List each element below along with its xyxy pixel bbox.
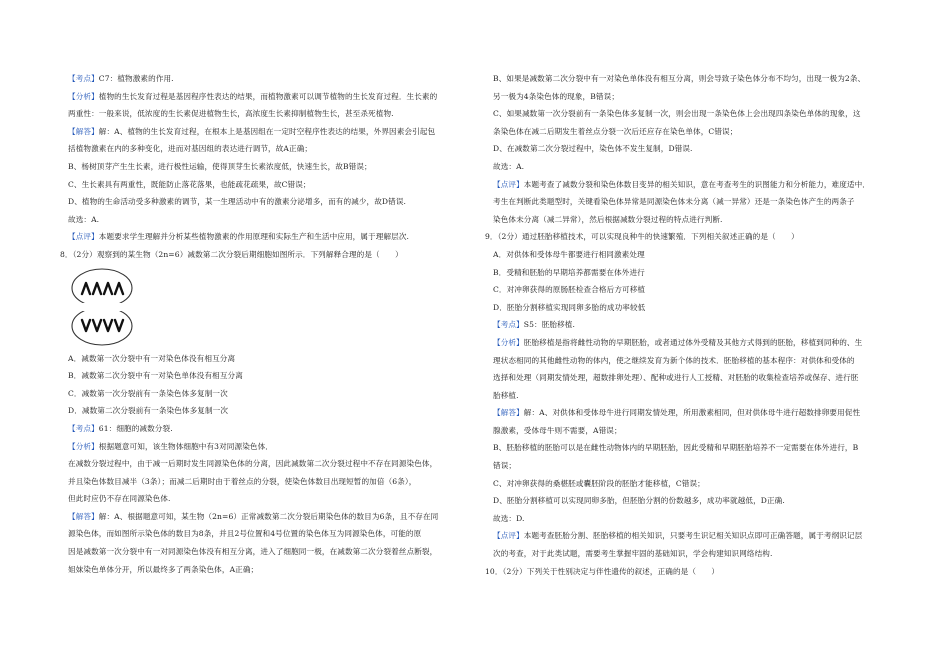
line-text: 腺激素，受体母牛则不需要，A错误； — [493, 425, 622, 435]
text-line — [493, 352, 893, 370]
line-text: 在减数分裂过程中，由于减一后期时发生同源染色体的分离，因此减数第二次分裂过程中不存在同源染色体， — [68, 459, 438, 469]
section-tag: 【点评】 — [68, 232, 99, 242]
line-text: 两重性：一般来说，低浓度的生长素促进植物生长，高浓度生长素抑制植物生长，甚至杀死植物. — [68, 109, 394, 119]
text-line — [493, 158, 893, 176]
line-text: 胚胎移植是指将雌性动物的早期胚胎，或者通过体外受精及其他方式得到的胚胎，移植到同种的、生 — [523, 337, 863, 347]
line-text: D、在减数第二次分裂过程中，染色体不发生复制，D错误. — [493, 144, 693, 154]
line-text: 括植物激素在内的多种变化，进而对基因组的表达进行调节，故A正确； — [68, 144, 313, 154]
line-text: 植物的生长发育过程是基因程序性表达的结果，而植物激素可以调节植物的生长发育过程．生长素的 — [98, 91, 438, 101]
section-tag: 【解答】 — [68, 126, 99, 136]
text-line — [68, 402, 468, 420]
text-line — [68, 193, 468, 211]
line-text: 解：A、根据题意可知，某生物（2n=6）正常减数第二次分裂后期染色体的数目为6条，且不存在同 — [98, 511, 439, 521]
line-text: D、植物的生命活动受多种激素的调节，某一生理活动中有的激素分泌增多，而有的减少，故D错误. — [68, 197, 407, 207]
line-text: 次的考查，对于此类试题，需要考生掌握牢固的基础知识，学会构建知识网络结构. — [493, 549, 773, 559]
line-text: 解：A、对供体和受体母牛进行同期发情处理，所用激素相同，但对供体母牛进行超数排卵要用促性 — [523, 408, 861, 418]
text-line — [493, 475, 893, 493]
section-line — [68, 420, 468, 438]
question-stem — [485, 228, 893, 246]
line-text: 因是减数第一次分裂中有一对同源染色体没有相互分离，进入了细胞同一极，在减数第二次分裂着丝点断裂， — [68, 547, 438, 557]
text-line — [493, 264, 893, 282]
line-text: 源染色体，而如图所示染色体的数目为8条，并且2号位置和4号位置的染色体互为同源染色体，可能的原 — [68, 529, 422, 539]
text-line — [493, 70, 893, 88]
line-text: 理状态相同的其他雌性动物的体内，使之继续发育为新个体的技术．胚胎移植的基本程序：对供体和受体的 — [493, 355, 855, 365]
line-text: 故选：D. — [493, 513, 525, 523]
line-text: D．胚胎分割移植实现同卵多胎的成功率较低 — [493, 302, 646, 312]
line-text: C7：植物激素的作用. — [98, 74, 174, 83]
question-stem — [60, 246, 468, 264]
line-text: 故选：A. — [68, 214, 100, 224]
line-text: 但此时应仍不存在同源染色体. — [68, 494, 171, 504]
text-line — [493, 105, 893, 123]
text-line — [68, 385, 468, 403]
line-text: B．受精和胚胎的早期培养都需要在体外进行 — [493, 267, 645, 277]
line-text: 本题要求学生理解并分析某些植物激素的作用原理和实际生产和生活中应用，属于理解层次. — [98, 232, 410, 242]
text-line — [68, 140, 468, 158]
text-line — [68, 473, 468, 491]
text-line — [68, 525, 468, 543]
text-line — [68, 350, 468, 368]
text-line — [68, 455, 468, 473]
text-line — [493, 140, 893, 158]
line-text: 根据题意可知，该生物体细胞中有3对同源染色体． — [98, 441, 273, 451]
text-line — [493, 510, 893, 528]
line-text: C．减数第一次分裂前有一条染色体多复制一次 — [68, 388, 228, 398]
line-text: D．减数第二次分裂前有一条染色体多复制一次 — [68, 406, 229, 416]
text-line — [68, 561, 468, 579]
section-tag: 【分析】 — [493, 337, 524, 347]
section-tag: 【考点】 — [68, 423, 99, 433]
text-line — [68, 543, 468, 561]
meiosis-cell-diagram — [68, 266, 138, 350]
section-line — [493, 404, 893, 422]
section-tag: 【解答】 — [493, 408, 524, 418]
text-line — [493, 123, 893, 141]
line-text: 9．（2分）通过胚胎移植技术，可以实现良种牛的快速繁殖．下列相关叙述正确的是（ ） — [485, 232, 799, 242]
line-text: 错误； — [493, 461, 517, 471]
text-line — [68, 158, 468, 176]
text-line — [493, 246, 893, 264]
line-text: B、杨树顶芽产生生长素，进行极性运输，使得顶芽生长素浓度低，快速生长，故B错误； — [68, 161, 372, 171]
right-column — [485, 70, 893, 580]
text-line — [493, 457, 893, 475]
section-tag: 【分析】 — [68, 441, 99, 451]
section-line — [493, 316, 893, 334]
left-column — [60, 70, 468, 578]
text-line — [68, 105, 468, 123]
section-tag: 【考点】 — [493, 320, 524, 330]
section-line — [493, 334, 893, 352]
section-line — [68, 508, 468, 526]
section-line — [68, 123, 468, 141]
line-text: 本题考查胚胎分割、胚胎移植的相关知识，只要考生识记相关知识点即可正确答题，属于考纲识记层 — [523, 531, 863, 541]
section-line — [493, 176, 893, 194]
section-line — [493, 527, 893, 545]
line-text: 解：A、植物的生长发育过程，在根本上是基因组在一定时空程序性表达的结果，外界因素会引起包 — [98, 126, 436, 136]
text-line — [493, 387, 893, 405]
line-text: S5：胚胎移植. — [523, 320, 575, 330]
line-text: 另一极为4条染色体的现象，B错误； — [493, 91, 620, 101]
section-tag: 【点评】 — [493, 179, 524, 189]
line-text: C．对冲卵获得的原肠胚检查合格后方可移植 — [493, 285, 646, 295]
line-text: A．对供体和受体母牛都要进行相同激素处理 — [493, 249, 645, 259]
section-tag: 【点评】 — [493, 531, 524, 541]
text-line — [68, 176, 468, 194]
line-text: C、如果减数第一次分裂前有一条染色体多复制一次，则会出现一条染色体上会出现四条染色单体的现象，这 — [493, 109, 861, 119]
line-text: C、生长素具有两重性，既能防止落花落果，也能疏花疏果，故C错误； — [68, 179, 311, 189]
line-text: 本题考查了减数分裂和染色体数目变异的相关知识，意在考查考生的识图能力和分析能力，难度适中． — [523, 179, 870, 189]
text-line — [493, 299, 893, 317]
text-line — [493, 193, 893, 211]
line-text: 条染色体在减二后期发生着丝点分裂一次后还应存在染色单体，C错误； — [493, 126, 738, 136]
question-stem — [485, 563, 893, 581]
line-text: B．减数第二次分裂中有一对染色单体没有相互分离 — [68, 371, 243, 381]
line-text: 胎移植. — [493, 390, 519, 400]
line-text: B、如果是减数第二次分裂中有一对染色单体没有相互分离，则会导致子染色体分布不均匀，出现一极为2条、 — [493, 74, 866, 83]
line-text: 染色体未分离（减二异常），然后根据减数分裂过程的特点进行判断. — [493, 214, 723, 224]
text-line — [68, 211, 468, 229]
text-line — [493, 211, 893, 229]
line-text: A．减数第一次分裂中有一对染色体没有相互分离 — [68, 353, 236, 363]
text-line — [493, 422, 893, 440]
line-text: B、胚胎移植的胚胎可以是在雌性动物体内的早期胚胎，因此受精和早期胚胎培养不一定需要在体外进行，B — [493, 443, 859, 453]
line-text: 考生在判断此类题型时，关键看染色体异常是同源染色体未分离（减一异常）还是一条染色体产生的两条子 — [493, 197, 855, 207]
line-text: 并且染色体数目减半（3条）；而减二后期时由于着丝点的分裂，使染色体数目出现短暂的加倍（6条）， — [68, 476, 417, 486]
text-line — [493, 545, 893, 563]
line-text: 61：细胞的减数分裂. — [98, 423, 173, 433]
section-line — [68, 70, 468, 88]
section-tag: 【考点】 — [68, 74, 99, 83]
line-text: 故选：A. — [493, 161, 525, 171]
line-text: 姐妹染色单体分开，所以最终多了两条染色体，A正确； — [68, 564, 259, 574]
text-line — [68, 490, 468, 508]
text-line — [493, 281, 893, 299]
cell-division-figure — [68, 264, 468, 350]
section-tag: 【解答】 — [68, 511, 99, 521]
text-line — [493, 492, 893, 510]
section-tag: 【分析】 — [68, 91, 99, 101]
line-text: 10．（2分）下列关于性别决定与伴性遗传的叙述，正确的是（ ） — [485, 566, 720, 576]
line-text: 选择和处理（同期发情处理，超数排卵处理）、配种或进行人工授精、对胚胎的收集检查培养或保存、进行胚 — [493, 373, 859, 383]
section-line — [68, 228, 468, 246]
text-line — [493, 369, 893, 387]
text-line — [493, 439, 893, 457]
line-text: D、胚胎分割移植可以实现同卵多胎，但胚胎分割的份数越多，成功率就越低，D正确. — [493, 496, 785, 506]
line-text: C、对冲卵获得的桑椹胚或囊胚阶段的胚胎才能移植，C错误； — [493, 478, 705, 488]
line-text: 8．（2分）观察到的某生物（2n=6）减数第二次分裂后期细胞如图所示．下列解释合理的是（ ） — [60, 249, 403, 259]
text-line — [68, 367, 468, 385]
text-line — [493, 88, 893, 106]
section-line — [68, 88, 468, 106]
section-line — [68, 438, 468, 456]
